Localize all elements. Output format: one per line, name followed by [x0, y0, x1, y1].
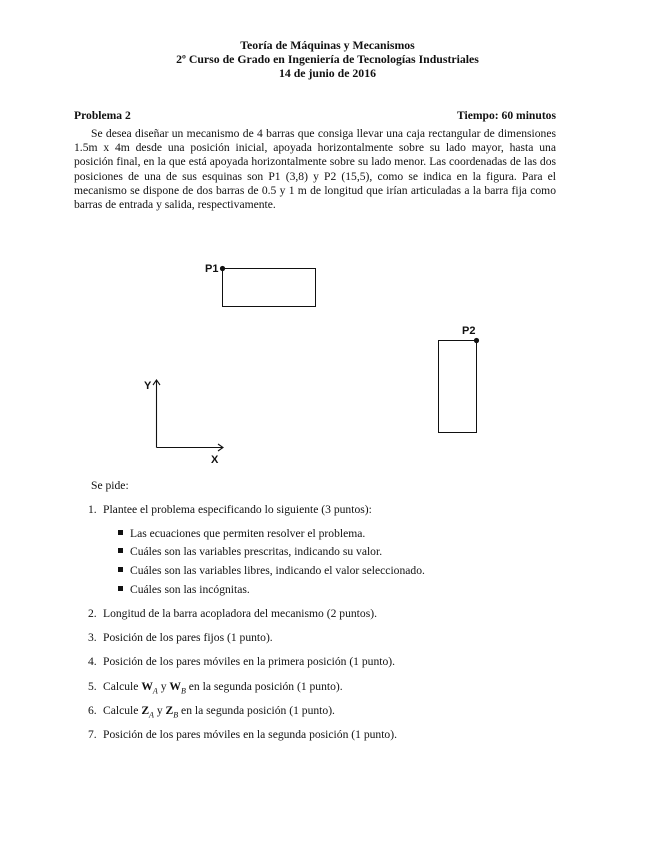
subitem-text: Cuáles son las incógnitas. — [130, 583, 250, 596]
p2-label: P2 — [462, 325, 476, 337]
axes — [153, 380, 223, 451]
box-position-1 — [223, 269, 316, 307]
subscript: A — [152, 686, 158, 696]
task-text: Posición de los pares fijos (1 punto). — [103, 631, 273, 644]
document-title: Teoría de Máquinas y Mecanismos — [240, 38, 415, 52]
subitem — [118, 545, 382, 559]
subscript: A — [149, 710, 154, 720]
bullet-icon — [118, 530, 123, 535]
tasks-intro: Se pide: — [91, 479, 129, 492]
task-text: Longitud de la barra acopladora del mecanismo (2 puntos). — [103, 607, 377, 620]
task-text: Posición de los pares móviles en la primera posición (1 punto). — [103, 655, 396, 668]
task-item — [88, 680, 343, 698]
subitem — [118, 564, 425, 578]
task-text: Calcule — [103, 680, 142, 693]
task-number: 2. — [88, 607, 97, 620]
subitem-text: Cuáles son las variables prescritas, indicando su valor. — [130, 545, 383, 558]
task-item — [88, 655, 395, 669]
point-p1 — [220, 266, 225, 271]
task-item — [88, 607, 377, 621]
task-text: Posición de los pares móviles en la segunda posición (1 punto). — [103, 728, 397, 741]
task-item — [88, 503, 372, 517]
task-number: 7. — [88, 728, 97, 741]
y-axis-label: Y — [144, 380, 152, 392]
vector-symbol: Z — [141, 704, 150, 717]
exam-date: 14 de junio de 2016 — [278, 66, 376, 80]
task-number: 3. — [88, 631, 97, 644]
subitem-text: Cuáles son las variables libres, indicando el valor seleccionado. — [130, 564, 425, 577]
task-number: 5. — [88, 680, 97, 693]
point-p2 — [474, 338, 479, 343]
problem-label: Problema 2 — [74, 109, 131, 122]
task-number: 1. — [88, 503, 97, 516]
task-text: y — [157, 680, 170, 693]
bullet-icon — [118, 548, 123, 553]
task-text: y — [153, 704, 166, 717]
task-text: Plantee el problema especificando lo siguiente (3 puntos): — [103, 503, 372, 516]
task-text: en la segunda posición (1 punto). — [178, 704, 335, 717]
subitem — [118, 527, 365, 541]
task-item — [88, 631, 273, 645]
p1-label: P1 — [205, 263, 219, 275]
task-number: 4. — [88, 655, 97, 668]
subscript: B — [173, 710, 179, 720]
task-item — [88, 704, 335, 722]
task-text: en la segunda posición (1 punto). — [185, 680, 343, 693]
vector-symbol: Z — [165, 704, 174, 717]
task-text: Calcule — [103, 704, 142, 717]
subitem-text: Las ecuaciones que permiten resolver el problema. — [130, 527, 366, 540]
x-axis-label: X — [211, 454, 219, 466]
task-item — [88, 728, 397, 742]
subitem — [118, 583, 250, 597]
vector-symbol: W — [169, 680, 181, 693]
problem-statement: Se desea diseñar un mecanismo de 4 barras que consiga llevar una caja rectangular de dimensiones 1.5m x 4m desde una posición inicial, apoyada horizontalmente sobre su lado mayor, hasta una posición final, en la que está apoyada horizontalmente sobre su lado menor. Las coordenadas de las dos posiciones de una de sus esquinas son P1 (3,8) y P2 (15,5), como se indica en la figura. Para el mecanismo se dispone de dos barras de 0.5 y 1 m de longitud que irían articuladas a la barra fija como barras de entrada y salida, respectivamente. — [74, 127, 556, 212]
course-line: 2º Curso de Grado en Ingeniería de Tecnologías Industriales — [176, 52, 479, 66]
subscript: B — [180, 686, 186, 696]
box-position-2 — [439, 341, 477, 433]
vector-symbol: W — [141, 680, 153, 693]
bullet-icon — [118, 586, 123, 591]
task-number: 6. — [88, 704, 97, 717]
time-limit: Tiempo: 60 minutos — [457, 109, 556, 122]
bullet-icon — [118, 567, 123, 572]
